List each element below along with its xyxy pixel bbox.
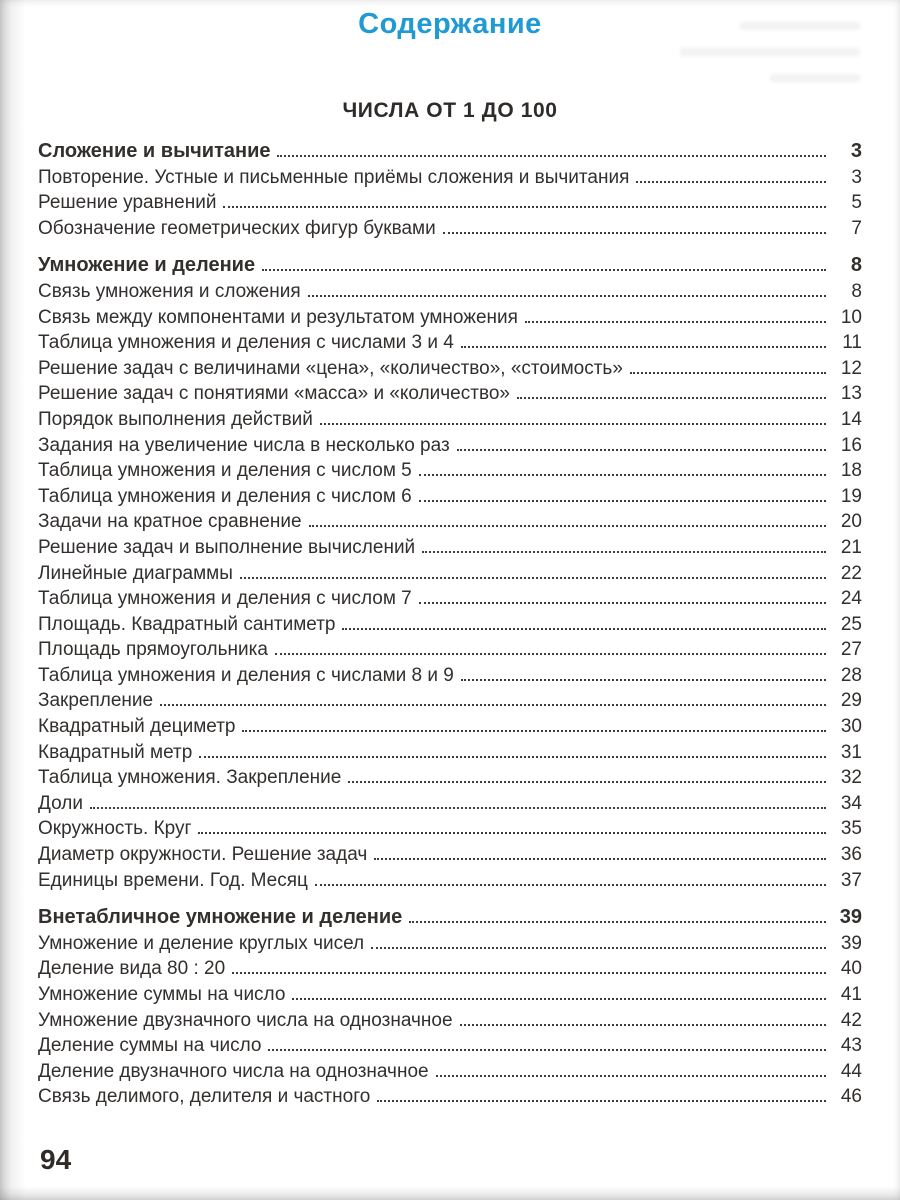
dot-leader: [377, 1100, 826, 1102]
toc-entry-page: 35: [840, 818, 862, 840]
toc-entry-row: [38, 791, 862, 817]
toc-entry-row: [38, 1059, 862, 1085]
dot-leader: [461, 679, 826, 681]
toc-entry-row: [38, 381, 862, 407]
toc-entry-title: Квадратный дециметр: [38, 716, 236, 738]
toc-entry-page: 5: [851, 192, 862, 214]
dot-leader: [525, 321, 826, 323]
toc-entry-page: 3: [850, 140, 862, 162]
toc-entry-title: Деление вида 80 : 20: [38, 958, 226, 980]
toc-entry-title: Умножение и деление круглых чисел: [38, 932, 365, 954]
toc-entry-page: 29: [840, 690, 862, 712]
toc-entry-page: 16: [840, 434, 862, 456]
dot-leader: [374, 858, 826, 860]
toc-entry-title: Связь между компонентами и результатом умножения: [38, 306, 518, 328]
toc-entry-row: [38, 1084, 862, 1110]
dot-leader: [409, 921, 826, 923]
dot-leader: [198, 832, 826, 834]
toc-entry-title: Решение задач с величинами «цена», «количество», «стоимость»: [38, 357, 623, 379]
toc-entry-page: 39: [839, 906, 862, 929]
dot-leader: [242, 730, 826, 732]
dot-leader: [443, 232, 826, 234]
toc-entry-title: Доли: [38, 792, 83, 814]
toc-entry-title: Сложение и вычитание: [38, 140, 271, 162]
toc-entry-row: [38, 688, 862, 714]
toc-entry-row: [38, 279, 862, 305]
toc-entry-page: 28: [840, 664, 862, 686]
page-title: Содержание: [358, 8, 542, 40]
scan-bottom-shade: [0, 1186, 900, 1200]
toc-entry-page: 22: [840, 562, 862, 584]
toc-entry-page: 39: [840, 932, 862, 954]
toc-entry-page: 25: [840, 613, 862, 635]
dot-leader: [262, 269, 826, 271]
part-heading: ЧИСЛА ОТ 1 ДО 100: [342, 99, 558, 122]
toc-entry-page: 12: [840, 357, 862, 379]
dot-leader: [419, 474, 826, 476]
toc-entry-page: 37: [840, 869, 862, 891]
toc-entry-page: 21: [840, 536, 862, 558]
toc-entry-page: 42: [840, 1009, 862, 1031]
toc-entry-title: Таблица умножения и деления с числами 8 и 9: [38, 664, 454, 686]
toc-entry-title: Связь делимого, делителя и частного: [38, 1086, 371, 1108]
dot-leader: [90, 807, 826, 809]
dot-leader: [320, 423, 826, 425]
toc-entry-title: Диаметр окружности. Решение задач: [38, 844, 368, 866]
toc-entry-row: [38, 561, 862, 587]
toc-entry-row: [38, 586, 862, 612]
toc-entry-title: Решение задач с понятиями «масса» и «количество»: [38, 383, 510, 405]
toc-entry-title: Обозначение геометрических фигур буквами: [38, 217, 436, 239]
toc-entry-title: Деление суммы на число: [38, 1035, 262, 1057]
dot-leader: [308, 295, 826, 297]
toc-entry-page: 18: [840, 460, 862, 482]
toc-entry-row: [38, 509, 862, 535]
toc-entry-page: 32: [840, 767, 862, 789]
dot-leader: [457, 449, 826, 451]
dot-leader: [460, 1024, 826, 1026]
toc-section-row: [38, 253, 862, 279]
toc-entry-title: Умножение двузначного числа на однозначное: [38, 1009, 453, 1031]
toc-entry-page: 34: [840, 792, 862, 814]
toc-entry-row: [38, 305, 862, 331]
dot-leader: [277, 155, 826, 157]
toc-entry-row: [38, 663, 862, 689]
toc-entry-row: [38, 330, 862, 356]
dot-leader: [630, 372, 826, 374]
toc-entry-row: [38, 956, 862, 982]
toc-entry-page: 43: [840, 1035, 862, 1057]
toc-entry-title: Деление двузначного числа на однозначное: [38, 1060, 429, 1082]
dot-leader: [315, 884, 826, 886]
toc-entry-row: [38, 535, 862, 561]
toc-entry-page: 46: [840, 1086, 862, 1108]
toc-entry-page: 3: [851, 166, 862, 188]
toc-entry-row: [38, 433, 862, 459]
toc-entry-title: Порядок выполнения действий: [38, 408, 313, 430]
toc-entry-page: 7: [851, 217, 862, 239]
dot-leader: [436, 1075, 826, 1077]
toc-entry-title: Задания на увеличение числа в несколько раз: [38, 434, 450, 456]
toc-entry-page: 36: [840, 844, 862, 866]
toc-entry-title: Таблица умножения и деления с числами 3 и 4: [38, 332, 454, 354]
toc-entry-row: [38, 165, 862, 191]
toc-entry-page: 11: [842, 332, 862, 354]
toc-section-row: [38, 905, 862, 931]
toc-entry-title: Закрепление: [38, 690, 154, 712]
toc-entry-row: [38, 765, 862, 791]
toc-entry-row: [38, 714, 862, 740]
dot-leader: [461, 346, 826, 348]
toc-entry-row: [38, 982, 862, 1008]
toc-entry-title: Решение уравнений: [38, 192, 217, 214]
dot-leader: [199, 756, 826, 758]
toc-entry-page: 27: [840, 639, 862, 661]
toc-entry-page: 44: [840, 1060, 862, 1082]
toc-entry-row: [38, 637, 862, 663]
dot-leader: [232, 972, 826, 974]
toc-entry-title: Квадратный метр: [38, 741, 193, 763]
toc-entry-page: 24: [840, 588, 862, 610]
footer-page-number: 94: [40, 1144, 72, 1175]
dot-leader: [160, 704, 826, 706]
dot-leader: [419, 602, 826, 604]
toc-entry-title: Задачи на кратное сравнение: [38, 511, 302, 533]
toc-entry-row: [38, 1008, 862, 1034]
dot-leader: [292, 998, 826, 1000]
toc-entry-title: Таблица умножения и деления с числом 5: [38, 460, 412, 482]
toc-entry-title: Единицы времени. Год. Месяц: [38, 869, 308, 891]
toc-entry-row: [38, 458, 862, 484]
toc-entry-title: Повторение. Устные и письменные приёмы сложения и вычитания: [38, 166, 630, 188]
toc-entry-title: Площадь прямоугольника: [38, 639, 268, 661]
scan-edge-shade: [0, 0, 26, 1200]
toc-entry-page: 19: [840, 485, 862, 507]
toc-entry-row: [38, 842, 862, 868]
toc-entry-row: [38, 484, 862, 510]
dot-leader: [419, 500, 826, 502]
toc-entry-row: [38, 740, 862, 766]
toc-entry-title: Окружность. Круг: [38, 818, 192, 840]
dot-leader: [371, 947, 826, 949]
toc-entry-page: 13: [840, 383, 862, 405]
dot-leader: [348, 781, 826, 783]
toc-entry-row: [38, 190, 862, 216]
dot-leader: [636, 181, 826, 183]
dot-leader: [268, 1049, 826, 1051]
dot-leader: [240, 577, 826, 579]
toc-entry-page: 40: [840, 958, 862, 980]
dot-leader: [342, 628, 826, 630]
toc-entry-title: Внетабличное умножение и деление: [38, 906, 403, 929]
dot-leader: [275, 653, 826, 655]
dot-leader: [517, 397, 826, 399]
toc-entry-row: [38, 816, 862, 842]
toc-entry-row: [38, 612, 862, 638]
dot-leader: [422, 551, 826, 553]
toc-entry-row: [38, 868, 862, 894]
toc-entry-title: Связь умножения и сложения: [38, 280, 301, 302]
toc-entry-title: Таблица умножения. Закрепление: [38, 767, 342, 789]
toc-entry-title: Умножение и деление: [38, 254, 256, 277]
toc-entry-page: 41: [840, 984, 862, 1005]
toc-entry-page: 14: [840, 408, 862, 430]
toc-entry-title: Таблица умножения и деления с числом 6: [38, 485, 412, 507]
toc-entry-row: [38, 931, 862, 957]
toc-entry-page: 8: [850, 254, 862, 277]
toc-list: [38, 139, 862, 1110]
toc-entry-page: 20: [840, 511, 862, 533]
toc-entry-page: 31: [840, 741, 862, 763]
dot-leader: [223, 206, 826, 208]
toc-entry-page: 10: [840, 306, 862, 328]
toc-entry-page: 30: [840, 716, 862, 738]
toc-entry-row: [38, 407, 862, 433]
toc-entry-row: [38, 216, 862, 242]
toc-entry-title: Таблица умножения и деления с числом 7: [38, 588, 412, 610]
toc-entry-page: 8: [851, 280, 862, 302]
toc-entry-title: Площадь. Квадратный сантиметр: [38, 613, 336, 635]
toc-entry-row: [38, 1033, 862, 1059]
toc-entry-row: [38, 356, 862, 382]
dot-leader: [309, 525, 826, 527]
toc-entry-title: Линейные диаграммы: [38, 562, 233, 584]
toc-section-row: [38, 139, 862, 165]
toc-entry-title: Умножение суммы на число: [38, 984, 286, 1005]
toc-entry-title: Решение задач и выполнение вычислений: [38, 536, 416, 558]
